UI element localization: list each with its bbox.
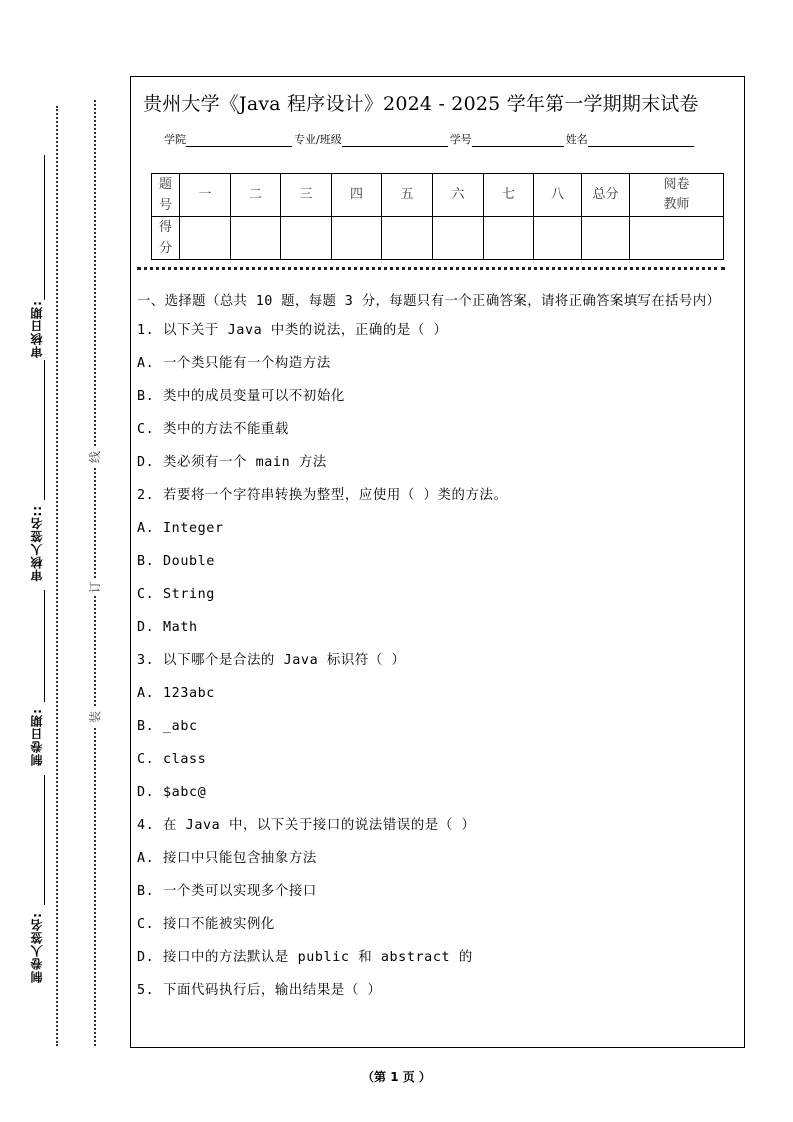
score-cell[interactable] (281, 217, 332, 260)
score-table-header-row (152, 174, 724, 217)
score-cell[interactable] (231, 217, 281, 260)
score-table (151, 173, 724, 260)
cut-word-bind: 订 (86, 578, 104, 596)
exam-title: 贵州大学《Java 程序设计》2024 - 2025 学年第一学期期末试卷 (143, 93, 699, 115)
score-cell[interactable] (484, 217, 534, 260)
paper-date-line[interactable] (44, 590, 45, 702)
question-3: 3. 以下哪个是合法的 Java 标识符（ ） (137, 653, 406, 668)
exam-frame (130, 76, 745, 1048)
score-cell[interactable] (332, 217, 382, 260)
question-3-option-b[interactable]: B. _abc (137, 719, 198, 734)
score-cell[interactable] (382, 217, 433, 260)
question-1: 1. 以下关于 Java 中类的说法，正确的是（ ） (137, 323, 448, 338)
score-cell[interactable] (534, 217, 582, 260)
score-cell[interactable] (180, 217, 231, 260)
binding-dotted-line-outer (56, 106, 58, 1046)
name-label: 姓名 (565, 133, 588, 146)
paper-date-label: 制卷日期: (28, 708, 48, 766)
col-header: 三 (281, 174, 332, 217)
student-id-field[interactable] (472, 134, 564, 147)
question-4-option-b[interactable]: B. 一个类可以实现多个接口 (137, 884, 317, 899)
score-cell-grader[interactable] (630, 217, 724, 260)
question-2-option-a[interactable]: A. Integer (137, 521, 224, 536)
page-number: （第 1 页 ） (362, 1070, 431, 1084)
paper-maker-signature-line[interactable] (44, 775, 45, 905)
score-table-score-row (152, 217, 724, 260)
col-header: 六 (433, 174, 484, 217)
college-field[interactable] (186, 134, 292, 147)
question-2-option-d[interactable]: D. Math (137, 620, 198, 635)
student-info-row (164, 131, 696, 147)
col-header: 二 (231, 174, 281, 217)
question-3-option-a[interactable]: A. 123abc (137, 686, 215, 701)
col-header: 四 (332, 174, 382, 217)
cut-word-install: 装 (86, 708, 104, 726)
score-cell[interactable] (433, 217, 484, 260)
review-date-label: 审核日期: (28, 300, 48, 358)
question-3-option-d[interactable]: D. $abc@ (137, 785, 207, 800)
question-5: 5. 下面代码执行后，输出结果是（ ） (137, 983, 382, 998)
binding-dotted-line-inner (94, 100, 96, 1046)
reviewer-signature-line[interactable] (44, 360, 45, 500)
question-4: 4. 在 Java 中，以下关于接口的说法错误的是（ ） (137, 818, 476, 833)
major-class-field[interactable] (342, 134, 448, 147)
paper-maker-signature-label: 制卷人签名: (28, 912, 48, 983)
score-cell-total[interactable] (582, 217, 630, 260)
separator-dotted-line (137, 267, 725, 270)
col-header-grader: 阅卷教师 (630, 174, 724, 217)
col-header: 一 (180, 174, 231, 217)
reviewer-signature-label: 审核人签名:: (28, 505, 48, 582)
question-4-option-d[interactable]: D. 接口中的方法默认是 public 和 abstract 的 (137, 950, 473, 965)
col-header: 五 (382, 174, 433, 217)
question-1-option-b[interactable]: B. 类中的成员变量可以不初始化 (137, 389, 345, 404)
cut-word-line: 线 (86, 448, 104, 466)
question-2-option-c[interactable]: C. String (137, 587, 215, 602)
question-number-header: 题号 (152, 174, 180, 217)
col-header-total: 总分 (582, 174, 630, 217)
major-class-label: 专业/班级 (294, 133, 342, 146)
col-header: 八 (534, 174, 582, 217)
exam-content (137, 291, 737, 1014)
review-date-line[interactable] (44, 155, 45, 300)
name-field[interactable] (588, 134, 694, 147)
question-4-option-a[interactable]: A. 接口中只能包含抽象方法 (137, 851, 317, 866)
question-4-option-c[interactable]: C. 接口不能被实例化 (137, 917, 275, 932)
question-3-option-c[interactable]: C. class (137, 752, 207, 767)
college-label: 学院 (164, 133, 186, 146)
score-row-header: 得分 (152, 217, 180, 260)
question-2: 2. 若要将一个字符串转换为整型，应使用（ ）类的方法。 (137, 488, 508, 503)
col-header: 七 (484, 174, 534, 217)
question-1-option-c[interactable]: C. 类中的方法不能重载 (137, 422, 289, 437)
question-1-option-d[interactable]: D. 类必须有一个 main 方法 (137, 455, 327, 470)
question-2-option-b[interactable]: B. Double (137, 554, 215, 569)
section-heading: 一、选择题（总共 10 题，每题 3 分，每题只有一个正确答案，请将正确答案填写在括号内） (137, 294, 721, 309)
student-id-label: 学号 (449, 133, 472, 146)
question-1-option-a[interactable]: A. 一个类只能有一个构造方法 (137, 356, 331, 371)
